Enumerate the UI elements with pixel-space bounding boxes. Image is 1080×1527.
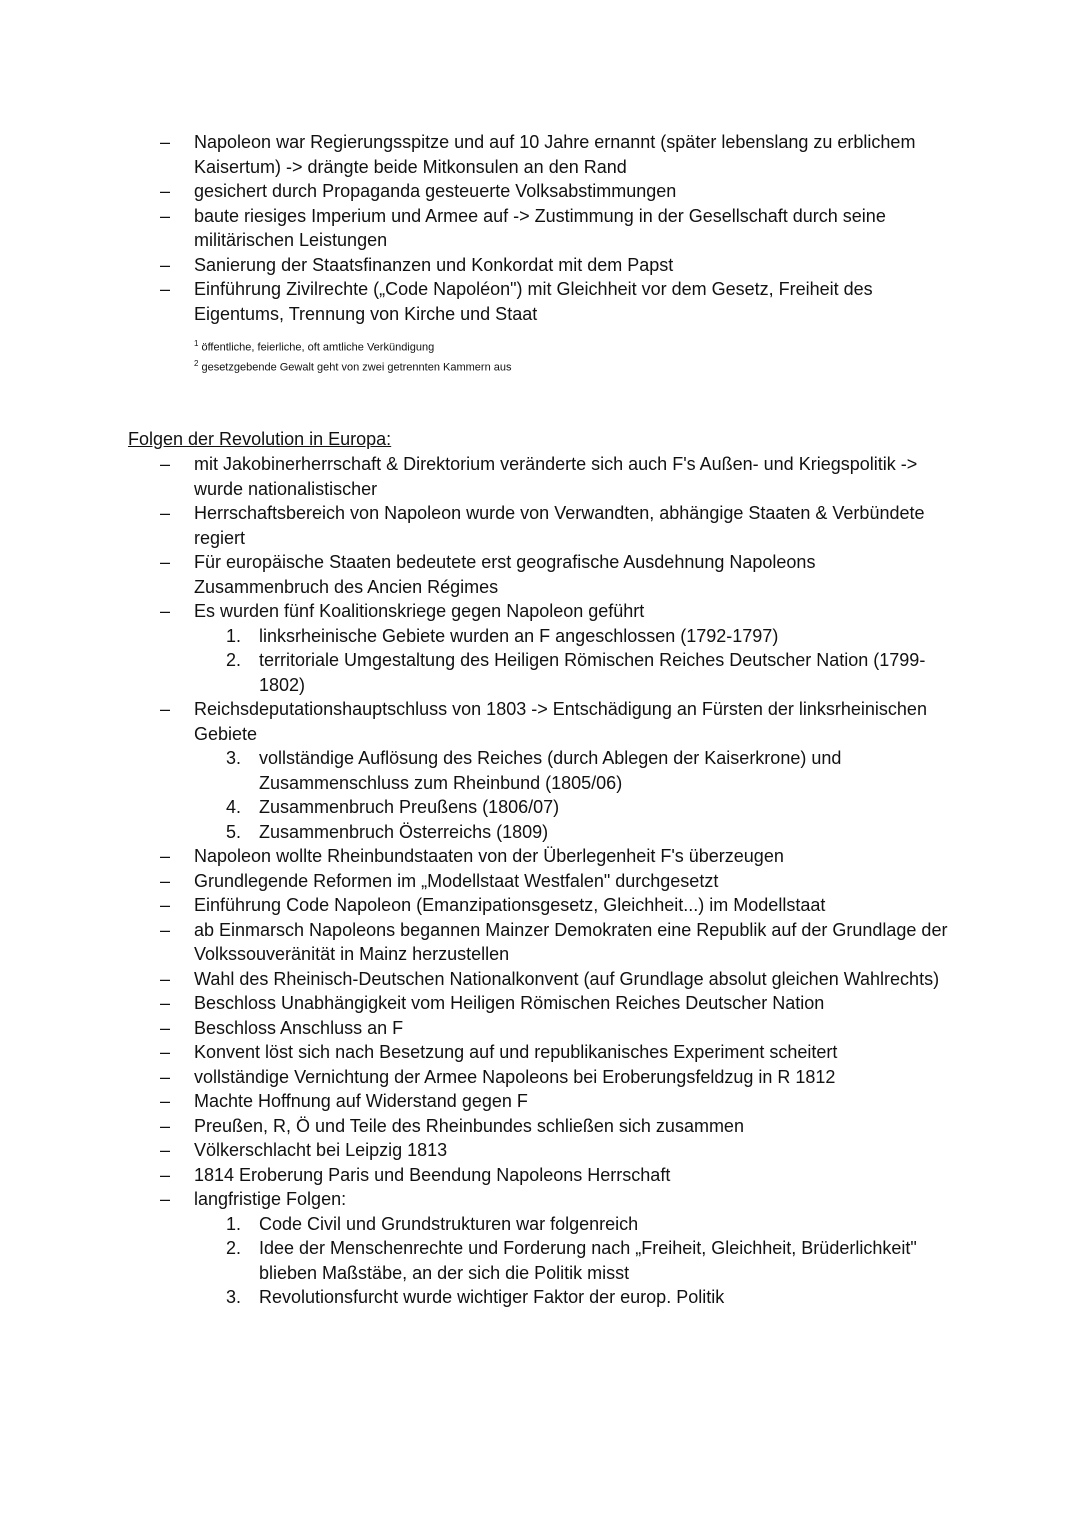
list-item-text: 1814 Eroberung Paris und Beendung Napoleons Herrschaft	[194, 1164, 671, 1185]
dash-marker: –	[160, 454, 171, 474]
footnote-mark: 2	[194, 358, 199, 368]
list-item	[0, 253, 954, 278]
list-item	[0, 130, 954, 179]
list-item	[0, 967, 954, 992]
list-item-text: langfristige Folgen:	[194, 1189, 347, 1209]
footnote	[194, 356, 511, 376]
list-item-text: territoriale Umgestaltung des Heiligen Römischen Reiches Deutscher Nation (1799-1802)	[259, 650, 926, 695]
dash-marker: –	[160, 870, 171, 891]
list-item	[0, 697, 954, 746]
dash-marker: –	[160, 1140, 171, 1160]
list-item	[0, 918, 954, 967]
dash-marker: –	[160, 601, 171, 621]
section-heading: Folgen der Revolution in Europa:	[128, 429, 392, 449]
dash-marker: –	[160, 1189, 171, 1209]
numbered-list-item	[0, 1212, 959, 1237]
list-item-text: Idee der Menschenrechte und Forderung nach „Freiheit, Gleichheit, Brüderlichkeit" blieben Maßstäbe, an der sich die Politik misst	[259, 1238, 917, 1283]
list-item-text: Konvent löst sich nach Besetzung auf und republikanisches Experiment scheitert	[194, 1042, 838, 1062]
list-item-text: Wahl des Rheinisch-Deutschen Nationalkonvent (auf Grundlage absolut gleichen Wahlrechts)	[194, 968, 940, 989]
list-item-text: Napoleon war Regierungsspitze und auf 10 Jahre ernannt (später lebenslang zu erblichem Kaisertum) -> drängte beide Mitkonsulen an den Rand	[194, 132, 916, 177]
numbered-list-item	[0, 1285, 959, 1310]
list-item-text: Grundlegende Reformen im „Modellstaat Westfalen" durchgesetzt	[194, 870, 719, 891]
list-item-text: Reichsdeputationshauptschluss von 1803 -> Entschädigung an Fürsten der linksrheinischen Gebiete	[194, 699, 927, 744]
number-marker: 3.	[226, 748, 242, 768]
list-item	[0, 869, 954, 894]
list-item-text: Herrschaftsbereich von Napoleon wurde von Verwandten, abhängige Staaten & Verbündete regiert	[194, 503, 925, 548]
list-item-text: Völkerschlacht bei Leipzig 1813	[194, 1140, 448, 1160]
dash-marker: –	[160, 993, 171, 1013]
dash-marker: –	[160, 968, 171, 989]
napoleon-rule-list	[0, 130, 1080, 326]
list-item	[0, 1040, 954, 1065]
number-marker: 1.	[226, 1213, 242, 1234]
dash-marker: –	[160, 254, 171, 275]
dash-marker: –	[160, 1091, 171, 1111]
dash-marker: –	[160, 919, 171, 940]
list-item	[0, 1114, 954, 1139]
numbered-list-item	[0, 624, 959, 649]
dash-marker: –	[160, 846, 171, 866]
list-item-text: Einführung Zivilrechte („Code Napoléon") mit Gleichheit vor dem Gesetz, Freiheit des Eigentums, Trennung von Kirche und Staat	[194, 279, 873, 324]
list-item-text: Einführung Code Napoleon (Emanzipationsgesetz, Gleichheit...) im Modellstaat	[194, 895, 826, 915]
numbered-list-item	[0, 795, 959, 820]
dash-marker: –	[160, 205, 171, 226]
consequences-list	[0, 452, 1080, 1310]
list-item-text: Zusammenbruch Preußens (1806/07)	[259, 797, 560, 817]
dash-marker: –	[160, 181, 171, 201]
dash-marker: –	[160, 699, 171, 719]
footnote-mark: 1	[194, 339, 199, 348]
number-marker: 2.	[226, 1238, 242, 1258]
footnote-text: öffentliche, feierliche, oft amtliche Verkündigung	[201, 341, 435, 354]
list-item-text: Code Civil und Grundstrukturen war folgenreich	[259, 1213, 639, 1234]
list-item	[0, 1138, 954, 1163]
dash-marker: –	[160, 503, 171, 523]
list-item-text: Zusammenbruch Österreichs (1809)	[259, 821, 549, 842]
dash-marker: –	[160, 1066, 171, 1087]
list-item-text: mit Jakobinerherrschaft & Direktorium veränderte sich auch F's Außen- und Kriegspolitik -> wurde nationalistischer	[194, 454, 918, 499]
list-item-text: Preußen, R, Ö und Teile des Rheinbundes schließen sich zusammen	[194, 1115, 744, 1136]
footnotes	[194, 336, 511, 375]
list-item	[0, 179, 954, 204]
list-item	[0, 204, 954, 253]
list-item-text: baute riesiges Imperium und Armee auf -> Zustimmung in der Gesellschaft durch seine militärischen Leistungen	[194, 205, 886, 250]
dash-marker: –	[160, 1042, 171, 1062]
number-marker: 2.	[226, 650, 242, 670]
list-item-text: Sanierung der Staatsfinanzen und Konkordat mit dem Papst	[194, 254, 674, 275]
dash-marker: –	[160, 132, 171, 152]
dash-marker: –	[160, 1115, 171, 1136]
list-item	[0, 1016, 954, 1041]
numbered-list-item	[0, 820, 959, 845]
footnote-text: gesetzgebende Gewalt geht von zwei getrennten Kammern aus	[201, 361, 512, 374]
dash-marker: –	[160, 552, 171, 572]
list-item-text: ab Einmarsch Napoleons begannen Mainzer Demokraten eine Republik auf der Grundlage der Volkssouveränität in Mainz herzustellen	[194, 919, 948, 964]
list-item	[0, 452, 954, 501]
list-item	[0, 1089, 954, 1114]
list-item	[0, 1187, 954, 1212]
number-marker: 4.	[226, 797, 242, 817]
number-marker: 5.	[226, 821, 242, 842]
list-item	[0, 1163, 954, 1188]
numbered-list-item	[0, 648, 959, 697]
number-marker: 3.	[226, 1287, 242, 1307]
list-item-text: Beschloss Unabhängigkeit vom Heiligen Römischen Reiches Deutscher Nation	[194, 993, 825, 1013]
list-item-text: Für europäische Staaten bedeutete erst geografische Ausdehnung Napoleons Zusammenbruch des Ancien Régimes	[194, 552, 816, 597]
list-item-text: Es wurden fünf Koalitionskriege gegen Napoleon geführt	[194, 601, 645, 621]
list-item	[0, 991, 954, 1016]
footnote	[194, 336, 511, 356]
list-item-text: Napoleon wollte Rheinbundstaaten von der Überlegenheit F's überzeugen	[194, 846, 784, 866]
list-item	[0, 599, 954, 624]
number-marker: 1.	[226, 625, 242, 646]
dash-marker: –	[160, 1164, 171, 1185]
list-item	[0, 893, 954, 918]
dash-marker: –	[160, 895, 171, 915]
list-item	[0, 844, 954, 869]
dash-marker: –	[160, 279, 171, 299]
list-item	[0, 550, 954, 599]
list-item-text: vollständige Vernichtung der Armee Napoleons bei Eroberungsfeldzug in R 1812	[194, 1066, 836, 1087]
list-item	[0, 277, 954, 326]
numbered-list-item	[0, 1236, 959, 1285]
dash-marker: –	[160, 1017, 171, 1038]
list-item-text: linksrheinische Gebiete wurden an F angeschlossen (1792-1797)	[259, 625, 779, 646]
list-item-text: gesichert durch Propaganda gesteuerte Volksabstimmungen	[194, 181, 677, 201]
list-item-text: vollständige Auflösung des Reiches (durch Ablegen der Kaiserkrone) und Zusammenschluss zum Rheinbund (1805/06)	[259, 748, 842, 793]
list-item-text: Machte Hoffnung auf Widerstand gegen F	[194, 1091, 528, 1111]
list-item-text: Beschloss Anschluss an F	[194, 1017, 404, 1038]
numbered-list-item	[0, 746, 959, 795]
list-item-text: Revolutionsfurcht wurde wichtiger Faktor der europ. Politik	[259, 1287, 725, 1307]
list-item	[0, 501, 954, 550]
list-item	[0, 1065, 954, 1090]
